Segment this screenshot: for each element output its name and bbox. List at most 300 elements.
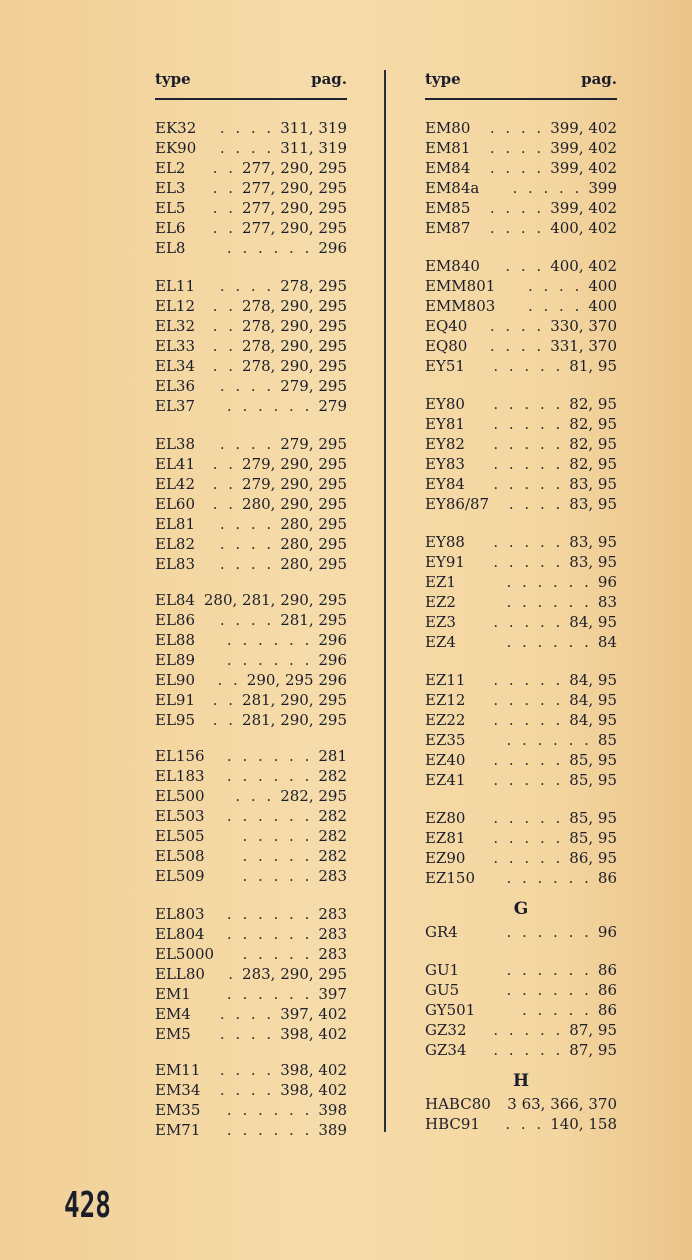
page-refs: 86	[597, 869, 617, 887]
index-entry	[425, 336, 617, 356]
dot-leader: . . . .	[219, 1025, 275, 1043]
index-entry	[425, 198, 617, 218]
index-entry	[425, 1094, 617, 1114]
dot-leader: . . . . . .	[506, 731, 592, 749]
page-refs: 311, 319	[280, 139, 347, 157]
index-entry	[155, 178, 347, 198]
dot-leader: . . . . .	[242, 867, 313, 885]
index-entry	[425, 356, 617, 376]
dot-leader: . . . . .	[493, 829, 564, 847]
dot-leader: . . . . .	[493, 671, 564, 689]
dot-leader: . . . . .	[493, 691, 564, 709]
index-entry	[155, 336, 347, 356]
dot-leader: . . . . . .	[506, 633, 592, 651]
dot-leader: . . . .	[219, 1005, 275, 1023]
dot-leader: . .	[212, 219, 237, 237]
page-refs: 400	[588, 297, 617, 315]
dot-leader: . .	[212, 711, 237, 729]
page-refs: 399, 402	[550, 159, 617, 177]
right-column-header	[425, 70, 617, 92]
dot-leader: . . . .	[489, 139, 545, 157]
dot-leader: . .	[212, 337, 237, 355]
page-refs: 389	[318, 1121, 347, 1139]
tube-type: EY91	[425, 553, 465, 571]
dot-leader: . . . .	[219, 535, 275, 553]
dot-leader: . . . .	[219, 139, 275, 157]
dot-leader: . . . .	[219, 435, 275, 453]
page-refs: 279, 295	[280, 377, 347, 395]
dot-leader: . . . . . .	[226, 239, 313, 257]
tube-type: EM85	[425, 199, 471, 217]
page-refs: 311, 319	[280, 119, 347, 137]
header-rule	[155, 98, 347, 100]
index-entry	[425, 572, 617, 592]
index-entry	[155, 1120, 347, 1140]
tube-type: EL8	[155, 239, 186, 257]
index-entry	[425, 710, 617, 730]
index-entry	[425, 612, 617, 632]
dot-leader: . .	[212, 691, 237, 709]
tube-type: ELL80	[155, 965, 205, 983]
dot-leader: . . .	[505, 1115, 545, 1133]
page-refs: 83, 95	[569, 495, 617, 513]
dot-leader: . . . . .	[493, 751, 564, 769]
index-entry	[425, 670, 617, 690]
page-refs: 278, 290, 295	[242, 317, 347, 335]
dot-leader: . . . . . .	[226, 1121, 313, 1139]
page-refs: 86, 95	[569, 849, 617, 867]
dot-leader: . . . . . .	[226, 767, 313, 785]
tube-type: EL33	[155, 337, 195, 355]
tube-type: EY80	[425, 395, 465, 413]
dot-leader: . . . .	[219, 1081, 275, 1099]
tube-type: EK32	[155, 119, 197, 137]
index-entry	[425, 138, 617, 158]
index-entry	[425, 690, 617, 710]
page-refs: 399	[588, 179, 617, 197]
dot-leader: . . . .	[489, 159, 545, 177]
tube-type: EMM801	[425, 277, 496, 295]
tube-type: EZ35	[425, 731, 466, 749]
index-entry	[425, 750, 617, 770]
dot-leader: . . . . . .	[226, 807, 313, 825]
dot-leader: . . . .	[489, 119, 545, 137]
dot-leader: . . . . .	[493, 553, 564, 571]
page-refs: 277, 290, 295	[242, 179, 347, 197]
dot-leader: . . . . .	[242, 945, 313, 963]
dot-leader: . . . .	[489, 337, 545, 355]
dot-leader: . . . . .	[493, 357, 564, 375]
index-entry	[155, 610, 347, 630]
tube-type: EL12	[155, 297, 195, 315]
tube-type: EL32	[155, 317, 195, 335]
tube-type: EY84	[425, 475, 465, 493]
tube-type: EL38	[155, 435, 195, 453]
page-refs: 84, 95	[569, 671, 617, 689]
page-refs: 296	[318, 631, 347, 649]
page-refs: 280, 290, 295	[242, 495, 347, 513]
page-refs: 96	[597, 573, 617, 591]
dot-leader: . . . . . .	[226, 397, 313, 415]
dot-leader: . . . .	[508, 495, 564, 513]
tube-type: EL83	[155, 555, 195, 573]
tube-type: EM84	[425, 159, 471, 177]
index-entry	[155, 454, 347, 474]
page-refs: 282, 295	[280, 787, 347, 805]
dot-leader: . . . . . .	[506, 923, 592, 941]
index-entry	[155, 474, 347, 494]
index-entry	[155, 376, 347, 396]
page-refs: 82, 95	[569, 395, 617, 413]
index-entry	[155, 630, 347, 650]
index-entry	[155, 866, 347, 886]
index-entry	[425, 980, 617, 1000]
index-entry	[155, 904, 347, 924]
page-refs: 330, 370	[550, 317, 617, 335]
index-entry	[155, 238, 347, 258]
tube-type: EQ80	[425, 337, 468, 355]
tube-type: EL509	[155, 867, 205, 885]
page-refs: 86	[597, 981, 617, 999]
index-entry	[425, 730, 617, 750]
index-entry	[425, 474, 617, 494]
index-entry	[425, 454, 617, 474]
tube-type: EL41	[155, 455, 195, 473]
dot-leader: . . . . . .	[226, 925, 313, 943]
tube-type: EZ80	[425, 809, 466, 827]
index-entry	[155, 534, 347, 554]
index-entry	[155, 158, 347, 178]
page-refs: 331, 370	[550, 337, 617, 355]
index-entry	[425, 828, 617, 848]
page-refs: 399, 402	[550, 119, 617, 137]
tube-type: EL84	[155, 591, 195, 609]
index-entry	[155, 984, 347, 1004]
tube-type: GZ32	[425, 1021, 467, 1039]
page-refs: 397	[318, 985, 347, 1003]
index-entry	[425, 494, 617, 514]
index-entry	[155, 670, 347, 690]
page-refs: 283	[318, 905, 347, 923]
index-entry	[425, 868, 617, 888]
index-entry	[155, 514, 347, 534]
tube-type: EL95	[155, 711, 195, 729]
page-refs: 86	[597, 1001, 617, 1019]
header-rule	[425, 98, 617, 100]
page-refs: 83, 95	[569, 533, 617, 551]
index-entry	[155, 118, 347, 138]
page-refs: 85, 95	[569, 771, 617, 789]
index-entry	[425, 276, 617, 296]
index-entry	[155, 434, 347, 454]
page-refs: 398, 402	[280, 1061, 347, 1079]
dot-leader: . .	[217, 671, 241, 689]
page-refs: 277, 290, 295	[242, 199, 347, 217]
dot-leader: . .	[212, 179, 237, 197]
dot-leader: . . . . .	[493, 809, 564, 827]
dot-leader: . .	[212, 297, 237, 315]
tube-type: EY86/87	[425, 495, 490, 513]
tube-type: EL60	[155, 495, 195, 513]
index-entry	[425, 1000, 617, 1020]
dot-leader: . . . .	[219, 277, 275, 295]
tube-type: EZ22	[425, 711, 466, 729]
dot-leader: . . . .	[219, 119, 275, 137]
dot-leader: . . . .	[219, 611, 275, 629]
tube-type: EM34	[155, 1081, 201, 1099]
tube-type: EM71	[155, 1121, 201, 1139]
page-refs: 279, 290, 295	[242, 455, 347, 473]
index-entry	[425, 960, 617, 980]
page-refs: 84, 95	[569, 613, 617, 631]
tube-type: EQ40	[425, 317, 468, 335]
index-entry	[425, 158, 617, 178]
tube-type: GY501	[425, 1001, 476, 1019]
dot-leader: . .	[212, 455, 237, 473]
index-entry	[425, 218, 617, 238]
dot-leader: . .	[212, 159, 237, 177]
dot-leader: . . . . .	[493, 613, 564, 631]
index-entry	[425, 414, 617, 434]
dot-leader: . . .	[235, 787, 275, 805]
index-entry	[425, 592, 617, 612]
tube-type: EL6	[155, 219, 186, 237]
tube-type: EZ2	[425, 593, 456, 611]
tube-type: EL3	[155, 179, 186, 197]
dot-leader: . . . . . .	[506, 981, 592, 999]
tube-type: GZ34	[425, 1041, 467, 1059]
index-entry	[155, 924, 347, 944]
tube-type: HBC91	[425, 1115, 480, 1133]
tube-type: EM840	[425, 257, 480, 275]
index-entry	[155, 218, 347, 238]
page-refs: 399, 402	[550, 199, 617, 217]
tube-type: EL183	[155, 767, 205, 785]
index-entry	[425, 1114, 617, 1134]
dot-leader: . . . . .	[493, 415, 564, 433]
tube-type: EM80	[425, 119, 471, 137]
page-refs: 282	[318, 807, 347, 825]
dot-leader: . . . . .	[493, 1041, 564, 1059]
dot-leader: . . . . .	[242, 847, 313, 865]
page-refs: 398, 402	[280, 1081, 347, 1099]
dot-leader: . . . .	[489, 199, 545, 217]
tube-type: EL803	[155, 905, 205, 923]
tube-type: EL503	[155, 807, 205, 825]
type-heading: type	[155, 70, 191, 88]
dot-leader: . . . . . .	[226, 651, 313, 669]
section-heading-g: G	[513, 899, 529, 919]
page-refs: 84, 95	[569, 711, 617, 729]
tube-type: EM1	[155, 985, 191, 1003]
page-refs: 82, 95	[569, 415, 617, 433]
index-entry	[155, 766, 347, 786]
index-entry	[155, 786, 347, 806]
page-refs: 281, 295	[280, 611, 347, 629]
page-refs: 290, 295 296	[246, 671, 347, 689]
tube-type: EL86	[155, 611, 195, 629]
dot-leader: . . . . . .	[226, 905, 313, 923]
page-refs: 399, 402	[550, 139, 617, 157]
page-refs: 278, 290, 295	[242, 357, 347, 375]
page-refs: 283	[318, 925, 347, 943]
dot-leader: . . . .	[489, 219, 545, 237]
page-refs: 278, 295	[280, 277, 347, 295]
tube-type: EL89	[155, 651, 195, 669]
index-entry	[425, 922, 617, 942]
page-refs: 83	[597, 593, 617, 611]
page-refs: 278, 290, 295	[242, 297, 347, 315]
page-refs: 283, 290, 295	[242, 965, 347, 983]
tube-type: EZ81	[425, 829, 466, 847]
tube-type: EM81	[425, 139, 471, 157]
page-refs: 85, 95	[569, 809, 617, 827]
tube-type: EZ40	[425, 751, 466, 769]
page-refs: 283	[318, 945, 347, 963]
tube-type: GU1	[425, 961, 460, 979]
page-refs: 87, 95	[569, 1021, 617, 1039]
dot-leader: . . . .	[527, 277, 583, 295]
page-refs: 400, 402	[550, 257, 617, 275]
tube-type: GU5	[425, 981, 460, 999]
page-heading: pag.	[311, 70, 347, 88]
dot-leader: . . . . .	[512, 179, 583, 197]
dot-leader: . . . . .	[493, 771, 564, 789]
dot-leader: . . . . . .	[226, 631, 313, 649]
index-entry	[155, 316, 347, 336]
dot-leader: . . . . .	[493, 455, 564, 473]
page-refs: 280, 295	[280, 555, 347, 573]
page-number: 428	[64, 1185, 111, 1226]
page-refs: 279	[318, 397, 347, 415]
dot-leader: . . . . .	[493, 475, 564, 493]
index-entry	[155, 396, 347, 416]
index-entry	[425, 296, 617, 316]
index-entry	[155, 944, 347, 964]
index-entry	[155, 1100, 347, 1120]
index-entry	[425, 256, 617, 276]
page-refs: 398	[318, 1101, 347, 1119]
index-entry	[155, 198, 347, 218]
dot-leader: . .	[212, 475, 237, 493]
page-refs: 278, 290, 295	[242, 337, 347, 355]
page-refs: 83, 95	[569, 553, 617, 571]
index-entry	[155, 356, 347, 376]
index-entry	[155, 554, 347, 574]
tube-type: EZ150	[425, 869, 476, 887]
page-refs: 3 63, 366, 370	[507, 1095, 617, 1113]
tube-type: EL82	[155, 535, 195, 553]
page-refs: 81, 95	[569, 357, 617, 375]
index-entry	[155, 806, 347, 826]
tube-type: EM84a	[425, 179, 480, 197]
dot-leader: . .	[212, 495, 237, 513]
dot-leader: . . . .	[219, 1061, 275, 1079]
tube-type: EM35	[155, 1101, 201, 1119]
dot-leader: . . . . . .	[506, 573, 592, 591]
tube-type: EL34	[155, 357, 195, 375]
page-refs: 277, 290, 295	[242, 219, 347, 237]
index-entry	[155, 296, 347, 316]
page-refs: 282	[318, 827, 347, 845]
dot-leader: . . . . .	[493, 711, 564, 729]
dot-leader: . . . . .	[493, 1021, 564, 1039]
index-entry	[155, 964, 347, 984]
page-refs: 397, 402	[280, 1005, 347, 1023]
tube-type: GR4	[425, 923, 458, 941]
dot-leader: . . . . . .	[506, 961, 592, 979]
tube-type: EL804	[155, 925, 205, 943]
page-refs: 84, 95	[569, 691, 617, 709]
tube-type: EY82	[425, 435, 465, 453]
index-entry	[425, 178, 617, 198]
tube-type: EM4	[155, 1005, 191, 1023]
page-refs: 86	[597, 961, 617, 979]
tube-type: EL90	[155, 671, 195, 689]
page-refs: 84	[597, 633, 617, 651]
section-heading-h: H	[512, 1071, 530, 1091]
page-refs: 400	[588, 277, 617, 295]
page-refs: 296	[318, 651, 347, 669]
page-refs: 85	[597, 731, 617, 749]
column-divider	[384, 70, 386, 1132]
page-refs: 277, 290, 295	[242, 159, 347, 177]
tube-type: EL5	[155, 199, 186, 217]
tube-type: EK90	[155, 139, 197, 157]
index-entry	[155, 494, 347, 514]
index-entry	[155, 710, 347, 730]
index-entry	[155, 1060, 347, 1080]
tube-type: EMM803	[425, 297, 496, 315]
page-refs: 283	[318, 867, 347, 885]
dot-leader: . . . .	[527, 297, 583, 315]
tube-type: EL508	[155, 847, 205, 865]
index-entry	[155, 846, 347, 866]
dot-leader: . .	[212, 317, 237, 335]
page-refs: 398, 402	[280, 1025, 347, 1043]
page-refs: 279, 290, 295	[242, 475, 347, 493]
index-entry	[155, 1024, 347, 1044]
tube-type: EY83	[425, 455, 465, 473]
tube-type: EL505	[155, 827, 205, 845]
index-entry	[425, 1040, 617, 1060]
index-entry	[155, 590, 347, 610]
index-entry	[155, 1004, 347, 1024]
dot-leader: .	[228, 965, 237, 983]
index-entry	[155, 650, 347, 670]
left-column-header	[155, 70, 347, 92]
page-refs: 87, 95	[569, 1041, 617, 1059]
index-entry	[425, 808, 617, 828]
tube-type: EY81	[425, 415, 465, 433]
dot-leader: . . . . .	[493, 533, 564, 551]
page-refs: 296	[318, 239, 347, 257]
tube-type: EY88	[425, 533, 465, 551]
index-entry	[425, 316, 617, 336]
dot-leader: . .	[212, 199, 237, 217]
index-entry	[425, 552, 617, 572]
dot-leader: . .	[212, 357, 237, 375]
dot-leader: . . . . . .	[226, 1101, 313, 1119]
index-entry	[155, 826, 347, 846]
tube-type: EZ12	[425, 691, 466, 709]
tube-type: HABC80	[425, 1095, 491, 1113]
page-refs: 282	[318, 847, 347, 865]
dot-leader: . . .	[505, 257, 545, 275]
page-refs: 282	[318, 767, 347, 785]
dot-leader: . . . . .	[493, 435, 564, 453]
tube-type: EL81	[155, 515, 195, 533]
